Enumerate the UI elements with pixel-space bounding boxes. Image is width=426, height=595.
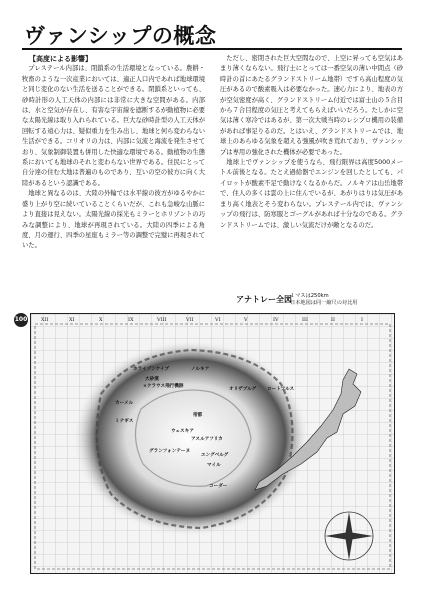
map-scale-line: 日本地図は同一縮尺の対比用 [290,299,358,306]
map-canvas [31,314,394,573]
paragraph: ただし、密閉された巨大空間なので、上空に昇っても空気はあまり薄くならない。飛行士にとっては一番空気の薄い中間点（砂時計の首にあたるグランドストリーム地帯）ですら高山程度の気圧があるので酸素吸入は必要なかった。速心力により、地表の方が空気密度が高く、グランドストリーム付近では富士山の５合目から７合目程度の気圧と考えてもらえばいいだろう。たしかに空気は薄く寒冷ではあるが、第一次大戦当時のレシプロ機用の装備があれば事足りるのだ。とはいえ、グランドストリームでは、地球上のあらゆる気象を超える強風が吹き荒れており、ヴァンシップは専用の強化された機体が必要であった。 [220,55,403,156]
place-label: グランフォンテーヌ [149,449,191,454]
place-label: オリザブルグ [229,387,257,392]
right-text-column [220,54,403,231]
grid-label: XII [41,317,49,323]
place-label: マイル [207,463,221,468]
place-label: ホライゾンケイブ [133,367,170,372]
place-label: カーメル [115,401,134,406]
place-label: アスルアフリカ [191,437,223,442]
grid-label: VII [186,317,194,323]
map-title: アナトレー全図 [236,295,292,304]
paragraph: 地球と異なるのは、大陸の外輪では水平線の彼方がゆるやかに盛り上がり空に続いていることくらいだが、これも急峻な山脈により直接は見えない。太陽光線の採光もミラーとホリゾントの巧みな調整により、地球が再現されている。大陸の四季による角度、月の運行、四季の星座もミラー等の調整で完璧に再現されていた。 [22,190,205,250]
grid-label: VIII [157,317,167,323]
place-label: ノルキア [191,367,210,372]
place-label: 帝都 [193,413,203,418]
place-label: ミナギス [115,419,134,424]
title-underline [22,48,402,50]
grid-label: X [99,317,103,323]
place-label: ×クラウス飛行機跡 [143,384,184,389]
paragraph: 地球上でヴァンシップを使うなら、飛行限界は高度5000メートル前後となる。たとえ過給器でエンジンを回したとしても、パイロットが酸素不足で動けなくなるからだ。ノルキアは山岳地帯で、住人の多くは雲の上に住んでいるが、あがりはりは気圧があまり高く地表とそう変わらない。プレステール内では、ヴァンシップの飛行は、防寒服とゴーグルがあれば十分なのである。グランドストリームでは、激しい気流だけが敵となるのだ。 [220,159,403,229]
anatoray-map [30,313,395,574]
grid-label: IX [128,317,134,323]
grid-label: III [302,317,308,323]
grid-label: IV [273,317,279,323]
grid-label: II [331,317,335,323]
grid-label: VI [215,317,221,323]
place-label: エングベルグ [201,453,229,458]
place-label: ウェスキア [171,429,194,434]
page-title: ヴァンシップの概念 [24,24,217,48]
grid-label: V [244,317,248,323]
page-number: 100 [14,313,28,327]
grid-label: XI [69,317,75,323]
map-scale-line: １マスは250km [290,293,329,299]
section-heading: 【高度による影響】 [29,55,92,63]
map-scale-note [290,293,357,306]
grid-label: I [361,317,363,323]
place-label: ロートフルス [267,387,295,392]
paragraph: プレステール内部は、閉鎖系の生活環境となっている。農耕・牧畜のような一次産業においては、適正人口内であれば地球環境と同じ変化のない生活を送ることができる。閉鎖系といっても、砂時計形の人工天体の内部には非常に大きな空間がある。内部は、水と空気が存在し、有害な宇宙線を遮断するが動植物に必要な太陽光線は取り入れられている。巨大な砂時計型の人工天体が回転する遠心力は、疑似重力を生み出し、地球と何ら変わらない生活ができる。コリオリの力は、内部に気流と海流を発生させており、気象制御装置も併用した快適な環境である。動植物の生態系においても地球のそれと変わらない世界である。住民にとって自分達の住む大地は普遍のものであり、互いの空の彼方に向く大陸があるという認識である。 [22,65,205,187]
left-text-column [22,54,205,252]
place-label: 大砂漠 [145,377,159,382]
place-label: コーダー [209,484,228,489]
